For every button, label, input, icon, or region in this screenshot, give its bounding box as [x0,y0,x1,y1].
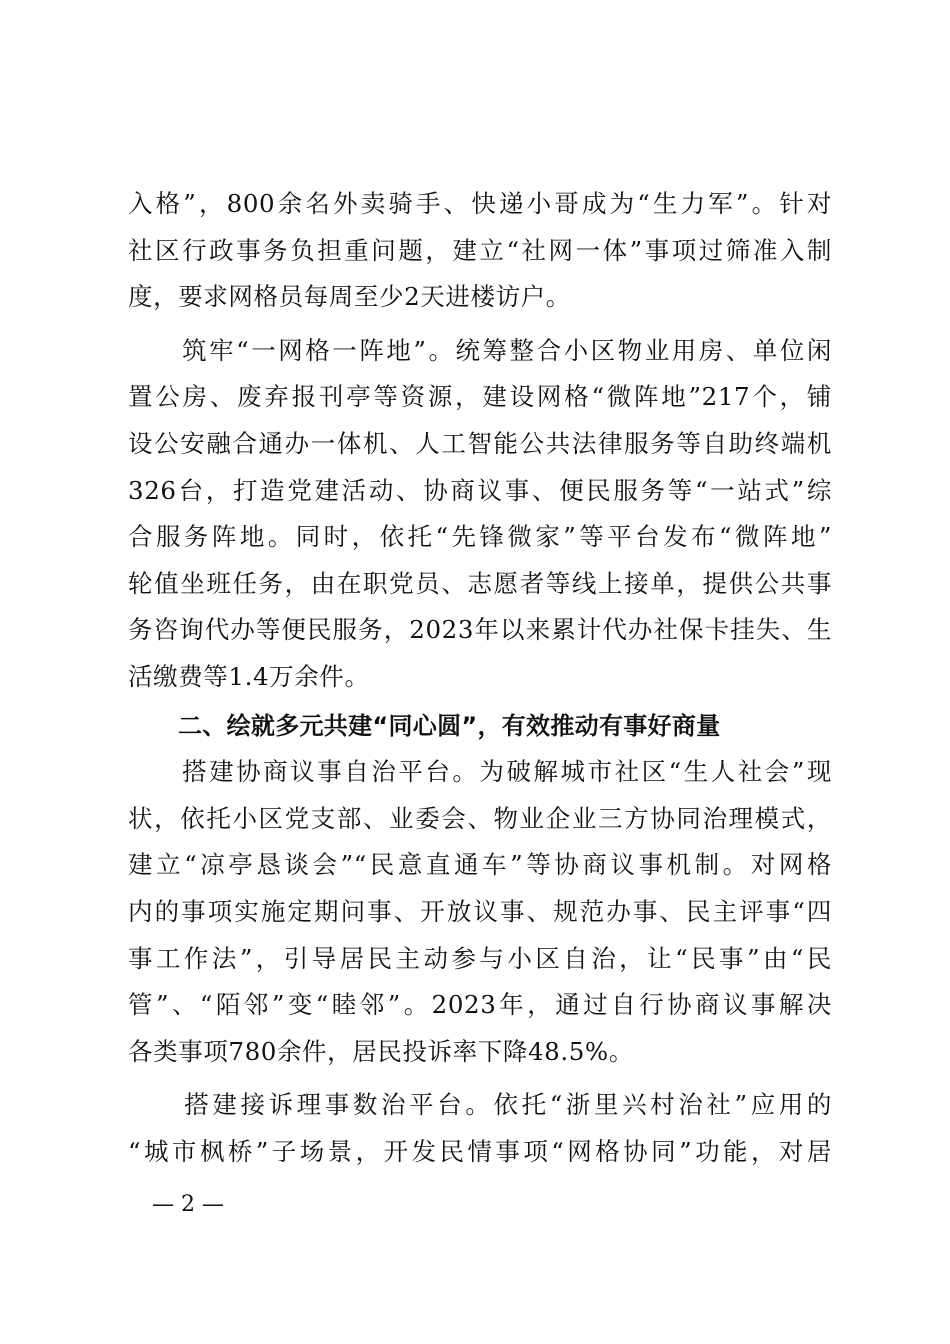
paragraph-2 [128,328,832,701]
text-line: 务咨询代办等便民服务，2023年以来累计代办社保卡挂失、生 [128,615,832,645]
text-line: 内的事项实施定期问事、开放议事、规范办事、民主评事“四 [128,896,832,926]
text-line: 建立“凉亭恳谈会”“民意直通车”等协商议事机制。对网格 [128,850,832,880]
text-line: 326台，打造党建活动、协商议事、便民服务等“一站式”综 [128,475,832,505]
text-line: 搭建接诉理事数治平台。依托“浙里兴村治社”应用的 [128,1090,832,1120]
text-line: 度，要求网格员每周至少2天进楼访户。 [128,282,571,312]
section-heading: 二、绘就多元共建“同心圆”，有效推动有事好商量 [178,711,721,740]
text-line: 合服务阵地。同时，依托“先锋微家”等平台发布“微阵地” [128,522,832,552]
text-line: 入格”，800余名外卖骑手、快递小哥成为“生力军”。针对 [128,189,832,218]
paragraph-3 [128,749,832,1075]
text-line: 筑牢“一网格一阵地”。统筹整合小区物业用房、单位闲 [128,335,832,365]
text-line: 管”、“陌邻”变“睦邻”。2023年，通过自行协商议事解决 [128,990,832,1020]
page-number: — 2 — [152,1192,224,1217]
document-body [128,181,832,1175]
text-line: 事工作法”，引导居民主动参与小区自治，让“民事”由“民 [128,943,832,973]
text-line: 设公安融合通办一体机、人工智能公共法律服务等自助终端机 [128,428,832,458]
text-line: 状，依托小区党支部、业委会、物业企业三方协同治理模式， [128,803,832,833]
text-line: 置公房、废弃报刊亭等资源，建设网格“微阵地”217个，铺 [128,382,832,412]
text-line: 各类事项780余件，居民投诉率下降48.5%。 [128,1036,634,1066]
paragraph-4 [128,1082,832,1175]
text-line: “城市枫桥”子场景，开发民情事项“网格协同”功能，对居 [128,1136,832,1166]
paragraph-1 [128,181,832,321]
text-line: 轮值坐班任务，由在职党员、志愿者等线上接单，提供公共事 [128,568,832,598]
text-line: 社区行政事务负担重问题，建立“社网一体”事项过筛准入制 [128,235,832,265]
text-line: 搭建协商议事自治平台。为破解城市社区“生人社会”现 [128,757,832,787]
text-line: 活缴费等1.4万余件。 [128,661,370,691]
